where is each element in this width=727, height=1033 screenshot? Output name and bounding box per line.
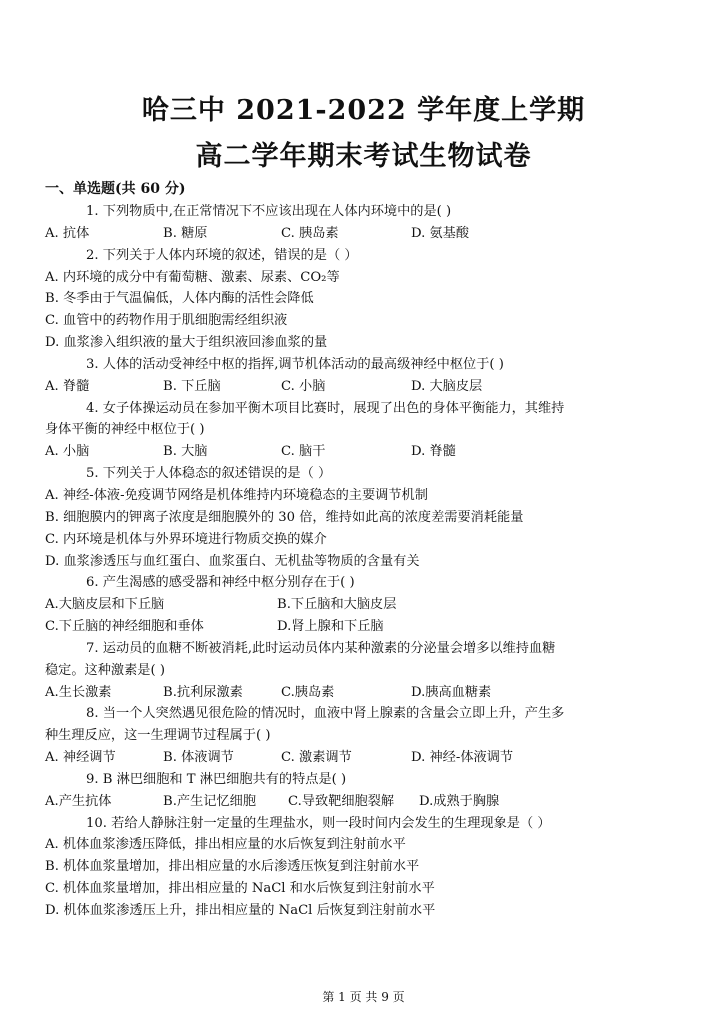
- answer-option: B. 机体血浆量增加，排出相应量的水后渗透压恢复到注射前水平: [45, 859, 420, 875]
- answer-option: D. 血浆渗入组织液的量大于组织液回渗血浆的量: [45, 335, 328, 351]
- answer-option: D. 氨基酸: [411, 225, 470, 241]
- question-stem: 种生理反应，这一生理调节过程属于( ): [45, 728, 271, 744]
- answer-option: C. 脑干: [281, 444, 326, 460]
- answer-option: D. 血浆渗透压与血红蛋白、血浆蛋白、无机盐等物质的含量有关: [45, 553, 420, 569]
- answer-option: C. 胰岛素: [281, 225, 339, 241]
- answer-option: C. 小脑: [281, 378, 326, 394]
- answer-option: D.胰高血糖素: [411, 684, 492, 700]
- answer-option: A. 脊髓: [45, 378, 90, 394]
- answer-option: A. 机体血浆渗透压降低，排出相应量的水后恢复到注射前水平: [45, 837, 406, 853]
- question-stem: 稳定。这种激素是( ): [45, 662, 165, 678]
- question-stem: 10. 若给人静脉注射一定量的生理盐水，则一段时间内会发生的生理现象是（ ）: [86, 815, 551, 831]
- answer-option: D.肾上腺和下丘脑: [277, 619, 384, 635]
- answer-option: A.产生抗体: [45, 793, 112, 809]
- answer-option-row: [45, 376, 686, 398]
- question-block: [45, 201, 686, 245]
- question-stem: 4. 女子体操运动员在参加平衡木项目比赛时，展现了出色的身体平衡能力，其维持: [86, 400, 565, 416]
- question-stem: 5. 下列关于人体稳态的叙述错误的是（ ）: [86, 466, 332, 482]
- answer-option: B. 糖原: [163, 225, 208, 241]
- answer-option: D. 机体血浆渗透压上升，排出相应量的 NaCl 后恢复到注射前水平: [45, 903, 436, 918]
- answer-option-row: [45, 791, 686, 813]
- answer-option: B. 下丘脑: [163, 378, 221, 394]
- answer-option: C. 内环境是机体与外界环境进行物质交换的媒介: [45, 531, 327, 547]
- answer-option: A.生长激素: [45, 684, 112, 700]
- answer-option: B. 冬季由于气温偏低，人体内酶的活性会降低: [45, 291, 314, 307]
- question-stem: 3. 人体的活动受神经中枢的指挥,调节机体活动的最高级神经中枢位于( ): [86, 356, 504, 372]
- exam-title-line1: 哈三中 2021-2022 学年度上学期: [141, 95, 586, 126]
- answer-option: B. 细胞膜内的钾离子浓度是细胞膜外的 30 倍，维持如此高的浓度差需要消耗能量: [45, 509, 524, 525]
- answer-option: A. 小脑: [45, 444, 90, 460]
- question-stem: 9. B 淋巴细胞和 T 淋巴细胞共有的特点是( ): [86, 771, 347, 787]
- question-stem: 身体平衡的神经中枢位于( ): [45, 422, 205, 438]
- question-block: [45, 245, 686, 354]
- question-stem: 2. 下列关于人体内环境的叙述，错误的是（ ）: [86, 247, 358, 263]
- question-block: [45, 463, 686, 572]
- answer-option: D. 大脑皮层: [411, 378, 483, 394]
- answer-option: A. 内环境的成分中有葡萄糖、激素、尿素、CO₂等: [45, 269, 340, 285]
- answer-option: C. 激素调节: [281, 750, 352, 766]
- question-block: [45, 703, 686, 769]
- answer-option: C.导致靶细胞裂解: [288, 793, 395, 809]
- answer-option: C. 机体血浆量增加，排出相应量的 NaCl 和水后恢复到注射前水平: [45, 881, 435, 897]
- answer-option: B. 体液调节: [163, 750, 234, 766]
- answer-option: C.下丘脑的神经细胞和垂体: [45, 619, 204, 635]
- question-block: [45, 813, 686, 922]
- answer-option: A.大脑皮层和下丘脑: [45, 597, 165, 613]
- answer-option: B.抗利尿激素: [163, 684, 243, 700]
- question-block: [45, 398, 686, 464]
- answer-option-row: [45, 682, 686, 704]
- answer-option-row: [45, 747, 686, 769]
- question-block: [45, 638, 686, 704]
- answer-option-row: [45, 441, 686, 463]
- question-stem: 1. 下列物质中,在正常情况下不应该出现在人体内环境中的是( ): [86, 204, 452, 219]
- answer-option: D. 脊髓: [411, 444, 456, 460]
- answer-option: A. 神经调节: [45, 750, 116, 766]
- answer-option: B.产生记忆细胞: [163, 793, 257, 809]
- section-heading: 一、单选题(共 60 分): [45, 181, 186, 197]
- answer-option: D.成熟于胸腺: [419, 793, 500, 809]
- page-footer: 第 1 页 共 9 页: [322, 990, 405, 1004]
- answer-option: B. 大脑: [163, 444, 208, 460]
- answer-option-row: [45, 594, 686, 616]
- question-list: [45, 201, 686, 922]
- answer-option: D. 神经-体液调节: [411, 750, 514, 766]
- exam-title-line2: 高二学年期末考试生物试卷: [195, 141, 532, 172]
- answer-option: A. 抗体: [45, 225, 90, 241]
- question-stem: 8. 当一个人突然遇见很危险的情况时，血液中肾上腺素的含量会立即上升，产生多: [86, 706, 565, 722]
- answer-option: A. 神经-体液-免疫调节网络是机体维持内环境稳态的主要调节机制: [45, 487, 428, 503]
- answer-option: C. 血管中的药物作用于肌细胞需经组织液: [45, 313, 288, 329]
- answer-option-row: [45, 223, 686, 245]
- question-block: [45, 769, 686, 813]
- question-stem: 6. 产生渴感的感受器和神经中枢分别存在于( ): [86, 575, 355, 591]
- answer-option: C.胰岛素: [281, 684, 335, 700]
- answer-option-row: [45, 616, 686, 638]
- answer-option: B.下丘脑和大脑皮层: [277, 597, 397, 613]
- question-block: [45, 572, 686, 638]
- question-stem: 7. 运动员的血糖不断被消耗,此时运动员体内某种激素的分泌量会增多以维持血糖: [86, 640, 556, 656]
- question-block: [45, 354, 686, 398]
